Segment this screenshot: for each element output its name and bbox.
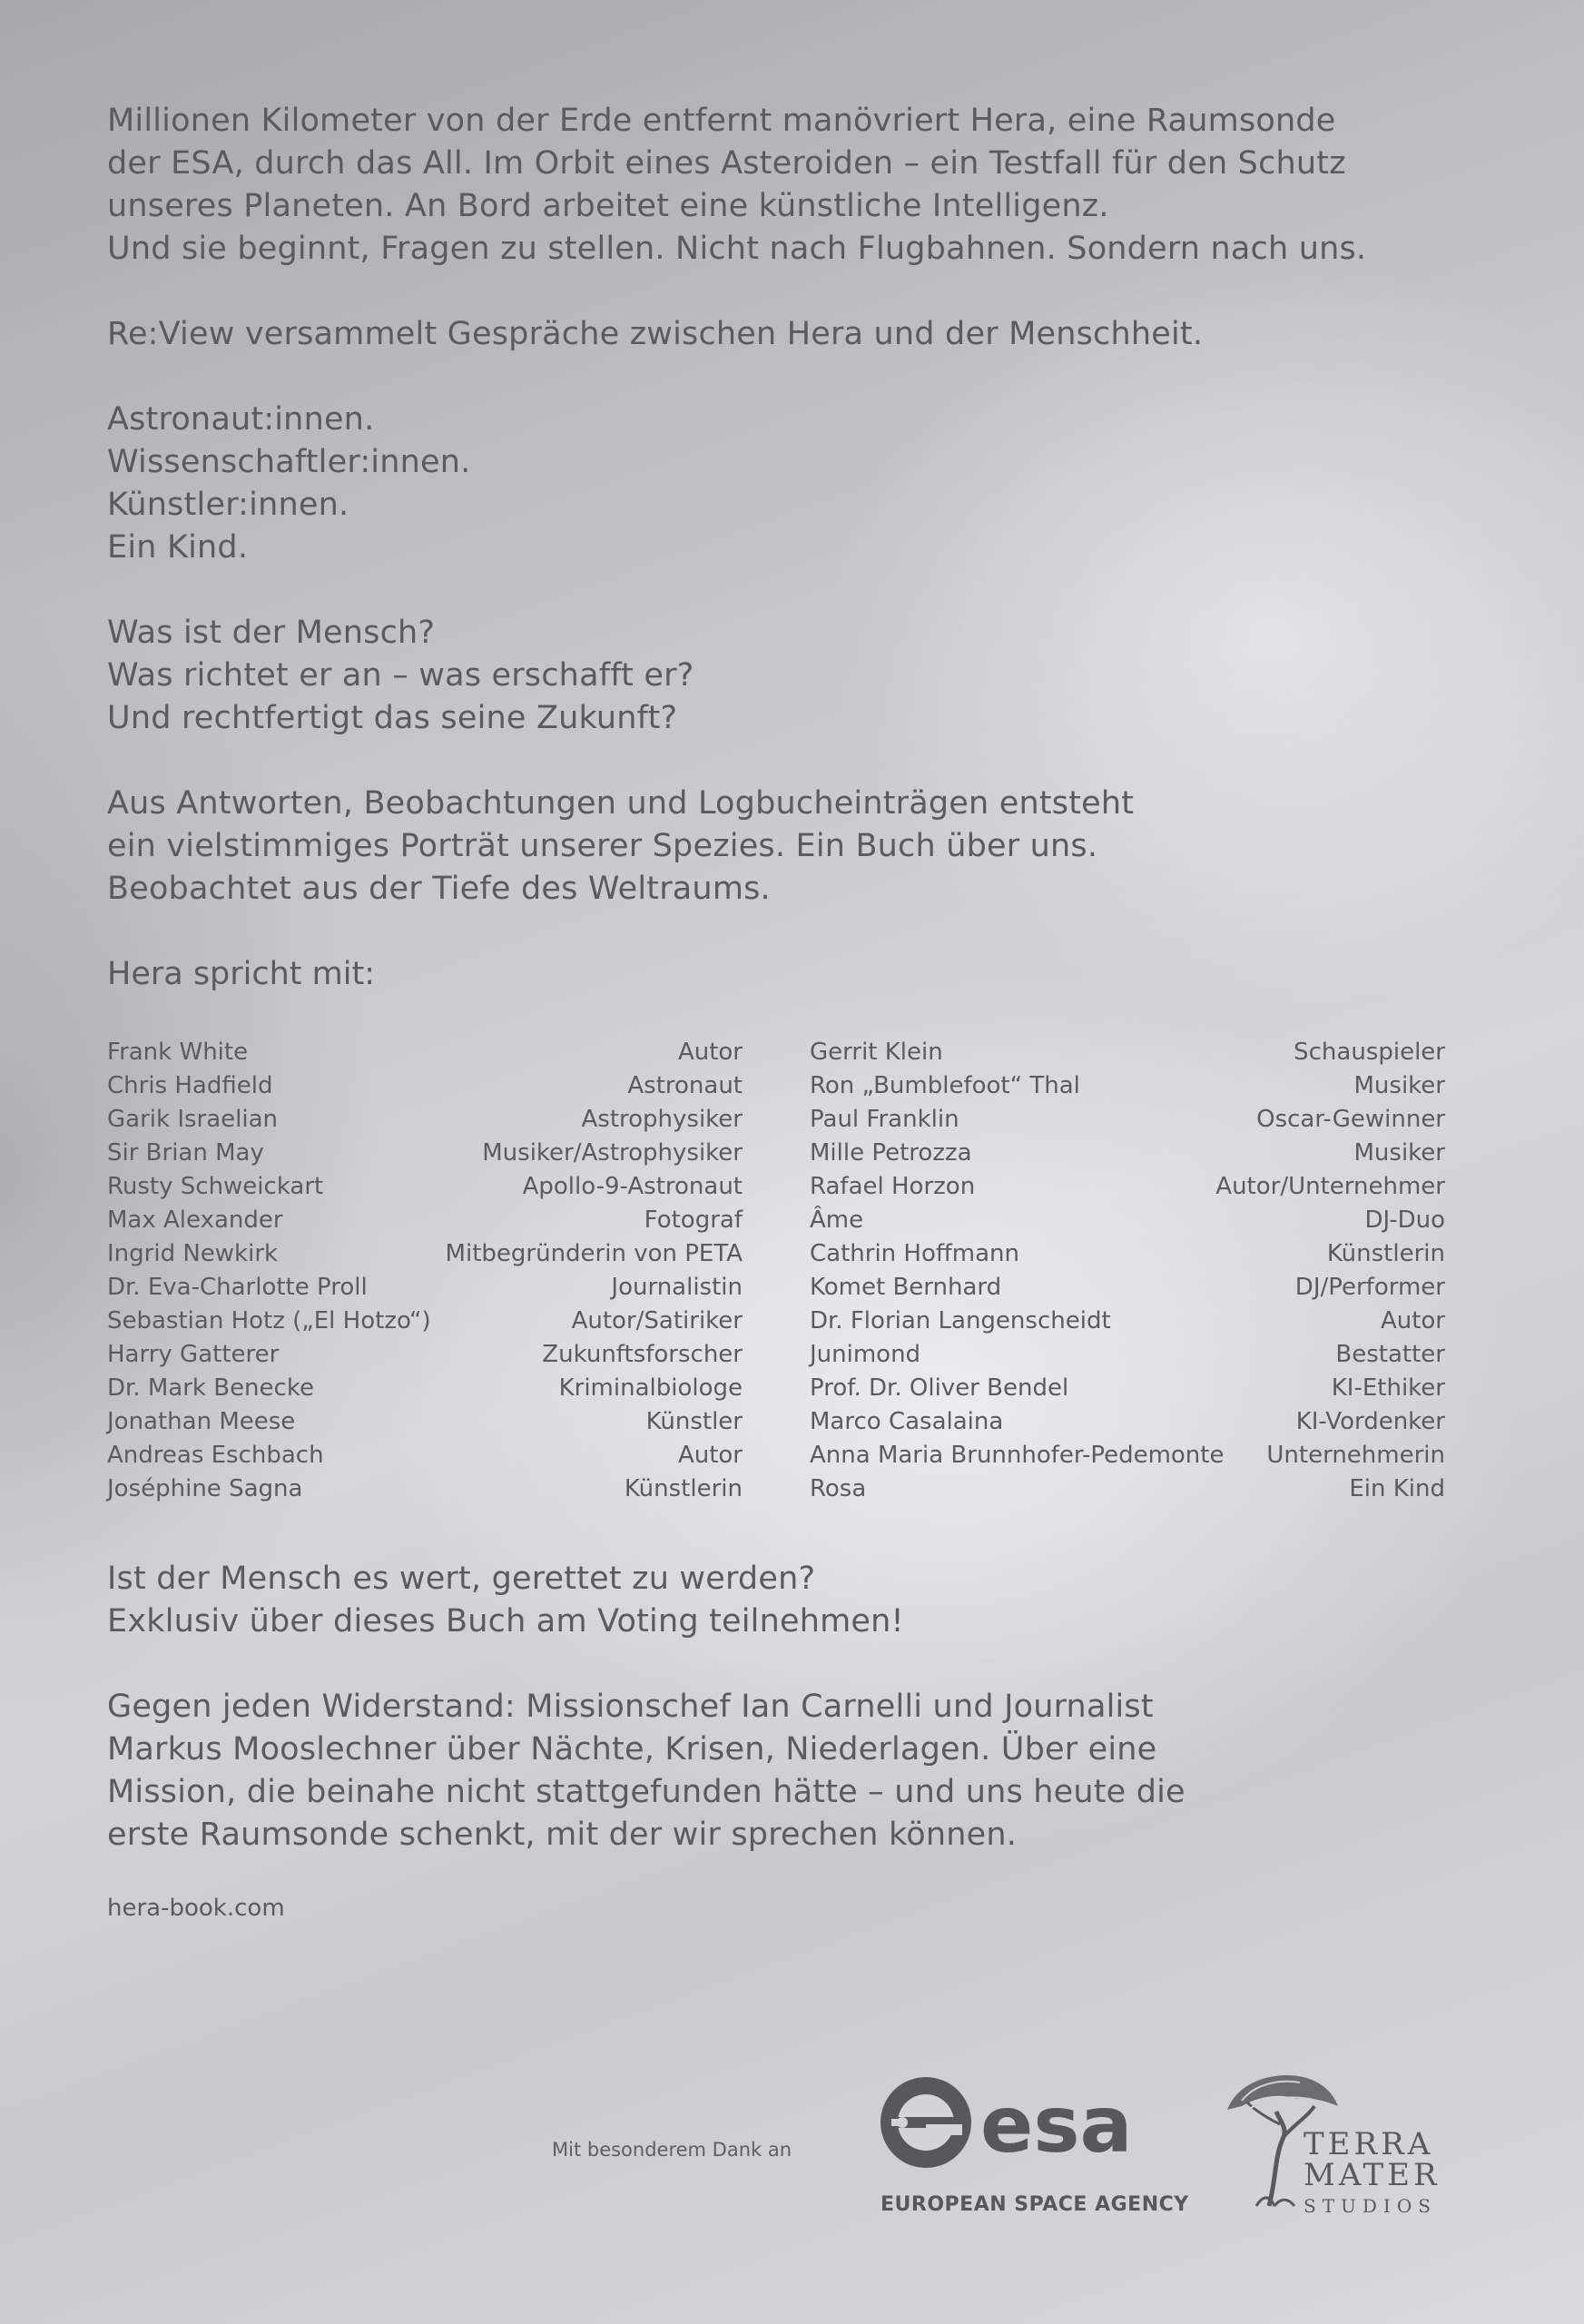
contributor-name: Harry Gatterer <box>107 1341 280 1368</box>
contributor-row <box>810 1305 1445 1338</box>
contributor-name: Junimond <box>810 1341 921 1368</box>
text-line: Astronaut:innen. <box>107 401 375 438</box>
contributor-row <box>107 1472 743 1506</box>
contributor-row <box>107 1069 743 1103</box>
contributor-name: Rafael Horzon <box>810 1173 976 1200</box>
contributors-column-left <box>107 1036 743 1506</box>
contributor-role: Autor/Unternehmer <box>1215 1173 1445 1200</box>
contributor-role: DJ-Duo <box>1364 1206 1445 1234</box>
terra-mater-word-terra: TERRA <box>1304 2126 1434 2162</box>
text-line: Exklusiv über dieses Buch am Voting teilnehmen! <box>107 1603 904 1640</box>
text-line: ein vielstimmiges Porträt unserer Spezies. Ein Buch über uns. <box>107 828 1098 864</box>
contributor-name: Komet Bernhard <box>810 1274 1002 1301</box>
website-url: hera-book.com <box>107 1895 285 1922</box>
contributor-row <box>810 1271 1445 1305</box>
contributor-role: Musiker <box>1353 1139 1445 1167</box>
text-line: Wissenschaftler:innen. <box>107 444 471 480</box>
contributor-name: Prof. Dr. Oliver Bendel <box>810 1374 1069 1402</box>
contributors-title: Hera spricht mit: <box>107 956 375 992</box>
contributor-role: KI-Vordenker <box>1295 1408 1445 1435</box>
contributor-role: Musiker <box>1353 1072 1445 1099</box>
text-line: Millionen Kilometer von der Erde entfernt manövriert Hera, eine Raumsonde <box>107 103 1336 139</box>
text-line: Aus Antworten, Beobachtungen und Logbucheinträgen entsteht <box>107 785 1135 822</box>
contributor-name: Ingrid Newkirk <box>107 1240 279 1267</box>
contributor-role: Autor <box>677 1039 743 1066</box>
contributor-row <box>107 1103 743 1137</box>
contributor-name: Garik Israelian <box>107 1106 279 1133</box>
contributor-name: Sir Brian May <box>107 1139 264 1167</box>
intro-section <box>107 100 1451 911</box>
footer <box>0 2070 1584 2233</box>
contributor-role: KI-Ethiker <box>1331 1374 1445 1402</box>
contributor-role: Zukunftsforscher <box>542 1341 743 1368</box>
contributor-role: Ein Kind <box>1349 1475 1445 1502</box>
contributor-name: Ron „Bumblefoot“ Thal <box>810 1072 1080 1099</box>
contributor-role: Mitbegründerin von PETA <box>445 1240 743 1267</box>
contributor-row <box>810 1204 1445 1237</box>
contributor-role: Apollo-9-Astronaut <box>522 1173 743 1200</box>
text-line: Und sie beginnt, Fragen zu stellen. Nicht nach Flugbahnen. Sondern nach uns. <box>107 231 1367 267</box>
text-line: Was ist der Mensch? <box>107 615 436 651</box>
text-line: Re:View versammelt Gespräche zwischen Hera und der Menschheit. <box>107 316 1204 352</box>
contributors-column-right <box>810 1036 1445 1506</box>
contributor-name: Rusty Schweickart <box>107 1173 324 1200</box>
contributor-role: Künstlerin <box>1326 1240 1445 1267</box>
contributor-role: Oscar-Gewinner <box>1256 1106 1445 1133</box>
text-line: unseres Planeten. An Bord arbeitet eine künstliche Intelligenz. <box>107 188 1109 224</box>
contributor-role: DJ/Performer <box>1294 1274 1445 1301</box>
contributor-role: Kriminalbiologe <box>558 1374 743 1402</box>
contributor-row <box>107 1237 743 1271</box>
text-line: Und rechtfertigt das seine Zukunft? <box>107 700 678 736</box>
contributor-role: Autor <box>1380 1307 1445 1334</box>
contributor-role: Schauspieler <box>1294 1039 1445 1066</box>
contributor-name: Âme <box>810 1206 864 1234</box>
contributor-role: Bestatter <box>1335 1341 1445 1368</box>
contributor-role: Fotograf <box>644 1206 743 1234</box>
contributor-role: Journalistin <box>611 1274 743 1301</box>
contributor-role: Künstlerin <box>624 1475 743 1502</box>
contributor-name: Anna Maria Brunnhofer-Pedemonte <box>810 1442 1225 1469</box>
contributor-row <box>107 1204 743 1237</box>
text-line: Ist der Mensch es wert, gerettet zu werden? <box>107 1561 816 1597</box>
contributor-role: Autor <box>677 1442 743 1469</box>
text-line: Gegen jeden Widerstand: Missionschef Ian Carnelli und Journalist <box>107 1689 1154 1725</box>
contributor-row <box>810 1036 1445 1069</box>
contributor-row <box>810 1472 1445 1506</box>
text-line: Ein Kind. <box>107 529 249 566</box>
contributor-name: Frank White <box>107 1039 249 1066</box>
contributor-row <box>107 1405 743 1439</box>
intro-paragraph <box>107 399 1451 569</box>
contributor-row <box>810 1237 1445 1271</box>
contributor-name: Dr. Eva-Charlotte Proll <box>107 1274 368 1301</box>
text-line: der ESA, durch das All. Im Orbit eines Asteroiden – ein Testfall für den Schutz <box>107 145 1346 182</box>
contributor-row <box>107 1338 743 1372</box>
back-cover-text <box>107 100 1451 1925</box>
closing-section <box>107 1558 1451 1856</box>
contributor-role: Astrophysiker <box>581 1106 743 1133</box>
text-line: Markus Mooslechner über Nächte, Krisen, Niederlagen. Über eine <box>107 1731 1157 1768</box>
contributor-row <box>107 1439 743 1472</box>
contributor-name: Chris Hadfield <box>107 1072 273 1099</box>
contributor-name: Andreas Eschbach <box>107 1442 324 1469</box>
contributor-name: Joséphine Sagna <box>107 1475 303 1502</box>
terra-mater-word-studios: STUDIOS <box>1304 2195 1437 2217</box>
contributor-name: Rosa <box>810 1475 867 1502</box>
closing-paragraph <box>107 1558 1451 1643</box>
contributor-row <box>107 1372 743 1405</box>
text-line: Was richtet er an – was erschafft er? <box>107 657 694 694</box>
text-line: Künstler:innen. <box>107 487 349 523</box>
contributor-row <box>107 1271 743 1305</box>
contributor-name: Dr. Florian Langenscheidt <box>810 1307 1111 1334</box>
contributor-name: Max Alexander <box>107 1206 283 1234</box>
text-line: Mission, die beinahe nicht stattgefunden hätte – und uns heute die <box>107 1774 1186 1810</box>
contributor-role: Unternehmerin <box>1266 1442 1445 1469</box>
contributor-row <box>107 1036 743 1069</box>
contributor-row <box>810 1103 1445 1137</box>
terra-mater-word-mater: MATER <box>1304 2157 1441 2193</box>
contributors-list <box>107 1036 1451 1506</box>
esa-caption: EUROPEAN SPACE AGENCY <box>881 2193 1189 2216</box>
contributor-row <box>810 1170 1445 1204</box>
contributor-role: Astronaut <box>627 1072 743 1099</box>
contributor-row <box>810 1439 1445 1472</box>
contributor-name: Gerrit Klein <box>810 1039 943 1066</box>
intro-paragraph <box>107 313 1451 356</box>
contributor-row <box>810 1405 1445 1439</box>
text-line: erste Raumsonde schenkt, mit der wir sprechen können. <box>107 1817 1018 1853</box>
thanks-text: Mit besonderem Dank an <box>552 2139 792 2161</box>
contributor-row <box>810 1372 1445 1405</box>
closing-paragraph <box>107 1686 1451 1856</box>
contributor-name: Paul Franklin <box>810 1106 959 1133</box>
contributor-row <box>107 1137 743 1170</box>
contributor-role: Musiker/Astrophysiker <box>482 1139 743 1167</box>
intro-paragraph <box>107 100 1451 271</box>
contributor-role: Künstler <box>645 1408 743 1435</box>
text-line: Beobachtet aus der Tiefe des Weltraums. <box>107 871 771 907</box>
intro-paragraph <box>107 612 1451 740</box>
esa-wordmark: esa <box>980 2080 1133 2171</box>
contributor-row <box>810 1069 1445 1103</box>
contributor-row <box>810 1338 1445 1372</box>
contributor-name: Marco Casalaina <box>810 1408 1004 1435</box>
contributor-name: Cathrin Hoffmann <box>810 1240 1020 1267</box>
contributor-role: Autor/Satiriker <box>571 1307 743 1334</box>
contributor-name: Sebastian Hotz („El Hotzo“) <box>107 1307 431 1334</box>
contributor-row <box>810 1137 1445 1170</box>
intro-paragraph <box>107 783 1451 911</box>
contributor-row <box>107 1305 743 1338</box>
contributor-row <box>107 1170 743 1204</box>
contributor-name: Mille Petrozza <box>810 1139 972 1167</box>
contributor-name: Dr. Mark Benecke <box>107 1374 314 1402</box>
contributor-name: Jonathan Meese <box>107 1408 296 1435</box>
